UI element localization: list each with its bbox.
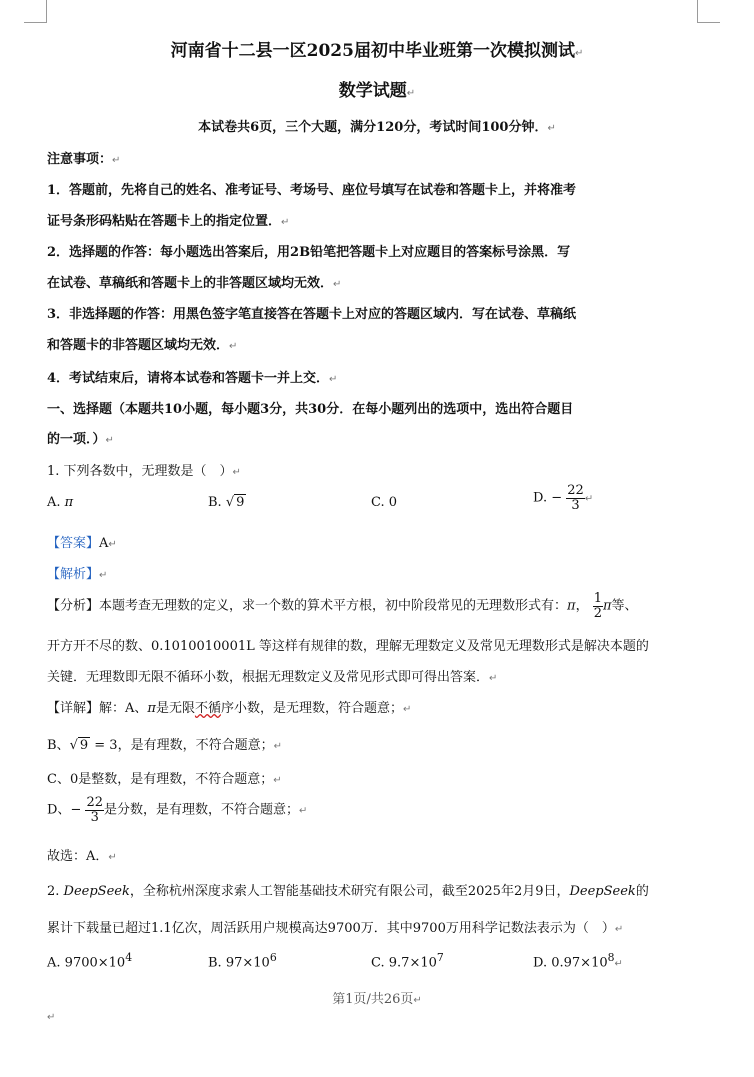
fraction: $\frac{22}{3}$ [86, 795, 104, 825]
detail-line-d: D、− $\frac{22}{3}$ 是分数，是有理数，不符合题意；↵ [47, 795, 308, 825]
detail-line-c: C、0是整数，是有理数，不符合题意；↵ [47, 772, 282, 787]
margin-corner-left [24, 0, 47, 23]
question-1-stem: 1. 下列各数中，无理数是（ ）↵ [47, 464, 241, 479]
document-subtitle: 数学试题↵ [338, 81, 416, 101]
trailing-paragraph-mark: ↵ [47, 1012, 56, 1023]
choice-line: 故选：A．↵ [47, 849, 117, 864]
notice-line: 1．答题前，先将自己的姓名、准考证号、考场号、座位号填写在试卷和答题卡上，并将准考 [47, 183, 577, 198]
q1-option-a: A. π [47, 495, 74, 510]
notice-line: 4．考试结束后，请将本试卷和答题卡一并上交．↵ [47, 371, 338, 386]
q2-option-a: A. $9700\times 10^4$ [47, 951, 133, 971]
notice-heading: 注意事项：↵ [47, 152, 121, 167]
detail-line-b: B、√ 9 = 3，是有理数，不符合题意；↵ [47, 738, 282, 753]
sqrt-symbol: √ 9 [225, 495, 245, 510]
detail-line-a: 【详解】解：A、π是无限不循序小数，是无理数，符合题意；↵ [47, 701, 412, 716]
q1-option-b: B. √ 9 [208, 495, 245, 510]
document-title: 河南省十二县一区2025届初中毕业班第一次模拟测试↵ [170, 41, 584, 61]
notice-line: 在试卷、草稿纸和答题卡上的非答题区域均无效．↵ [47, 276, 342, 291]
section-heading: 的一项．）↵ [47, 432, 114, 447]
analysis-line: 开方开不尽的数、0.1010010001L 等这样有规律的数，理解无理数定义及常见无理数形式是解决本题的 [47, 639, 649, 654]
analysis-line: 【分析】本题考查无理数的定义，求一个数的算术平方根，初中阶段常见的无理数形式有：π， $\frac{1}{2}$ π等、 [47, 591, 638, 621]
q2-option-c: C. $9.7\times 10^7$ [371, 951, 444, 971]
answer-line: 【答案】A↵ [47, 536, 117, 551]
q2-option-b: B. $97\times 10^6$ [208, 951, 277, 971]
analysis-line: 关键．无理数即无限不循环小数，根据无理数定义及常见形式即可得出答案．↵ [47, 670, 498, 685]
exam-info: 本试卷共6页，三个大题，满分120分，考试时间100分钟．↵ [198, 120, 556, 135]
fraction: $\frac{1}{2}$ [593, 591, 602, 621]
q1-option-c: C. 0 [371, 495, 398, 510]
question-2-stem: 2. DeepSeek，全称杭州深度求索人工智能基础技术研究有限公司，截至2025年2月9日，DeepSeek的 [47, 884, 649, 899]
question-2-stem: 累计下载量已超过1.1亿次，周活跃用户规模高达9700万．其中9700万用科学记数法表示为（ ）↵ [47, 921, 624, 936]
notice-line: 3．非选择题的作答：用黑色签字笔直接答在答题卡上对应的答题区域内．写在试卷、草稿纸 [47, 307, 577, 322]
q1-option-d: D. − $\frac{22}{3}$ ↵ [533, 483, 594, 513]
margin-corner-right [697, 0, 720, 23]
sqrt-symbol: √ 9 [69, 738, 89, 753]
q2-option-d: D. $0.97\times 10^8↵$ [533, 951, 623, 971]
notice-line: 证号条形码粘贴在答题卡上的指定位置．↵ [47, 214, 290, 229]
fraction: $\frac{22}{3}$ [567, 483, 584, 513]
notice-line: 和答题卡的非答题区域均无效．↵ [47, 338, 238, 353]
analysis-tag: 【解析】↵ [47, 567, 108, 582]
notice-line: 2．选择题的作答：每小题选出答案后，用2B铅笔把答题卡上对应题目的答案标号涂黑．写 [47, 245, 571, 260]
page-footer: 第1页/共26页↵ [332, 992, 422, 1007]
section-heading: 一、选择题（本题共10小题，每小题3分，共30分．在每小题列出的选项中，选出符合题目 [47, 402, 574, 417]
